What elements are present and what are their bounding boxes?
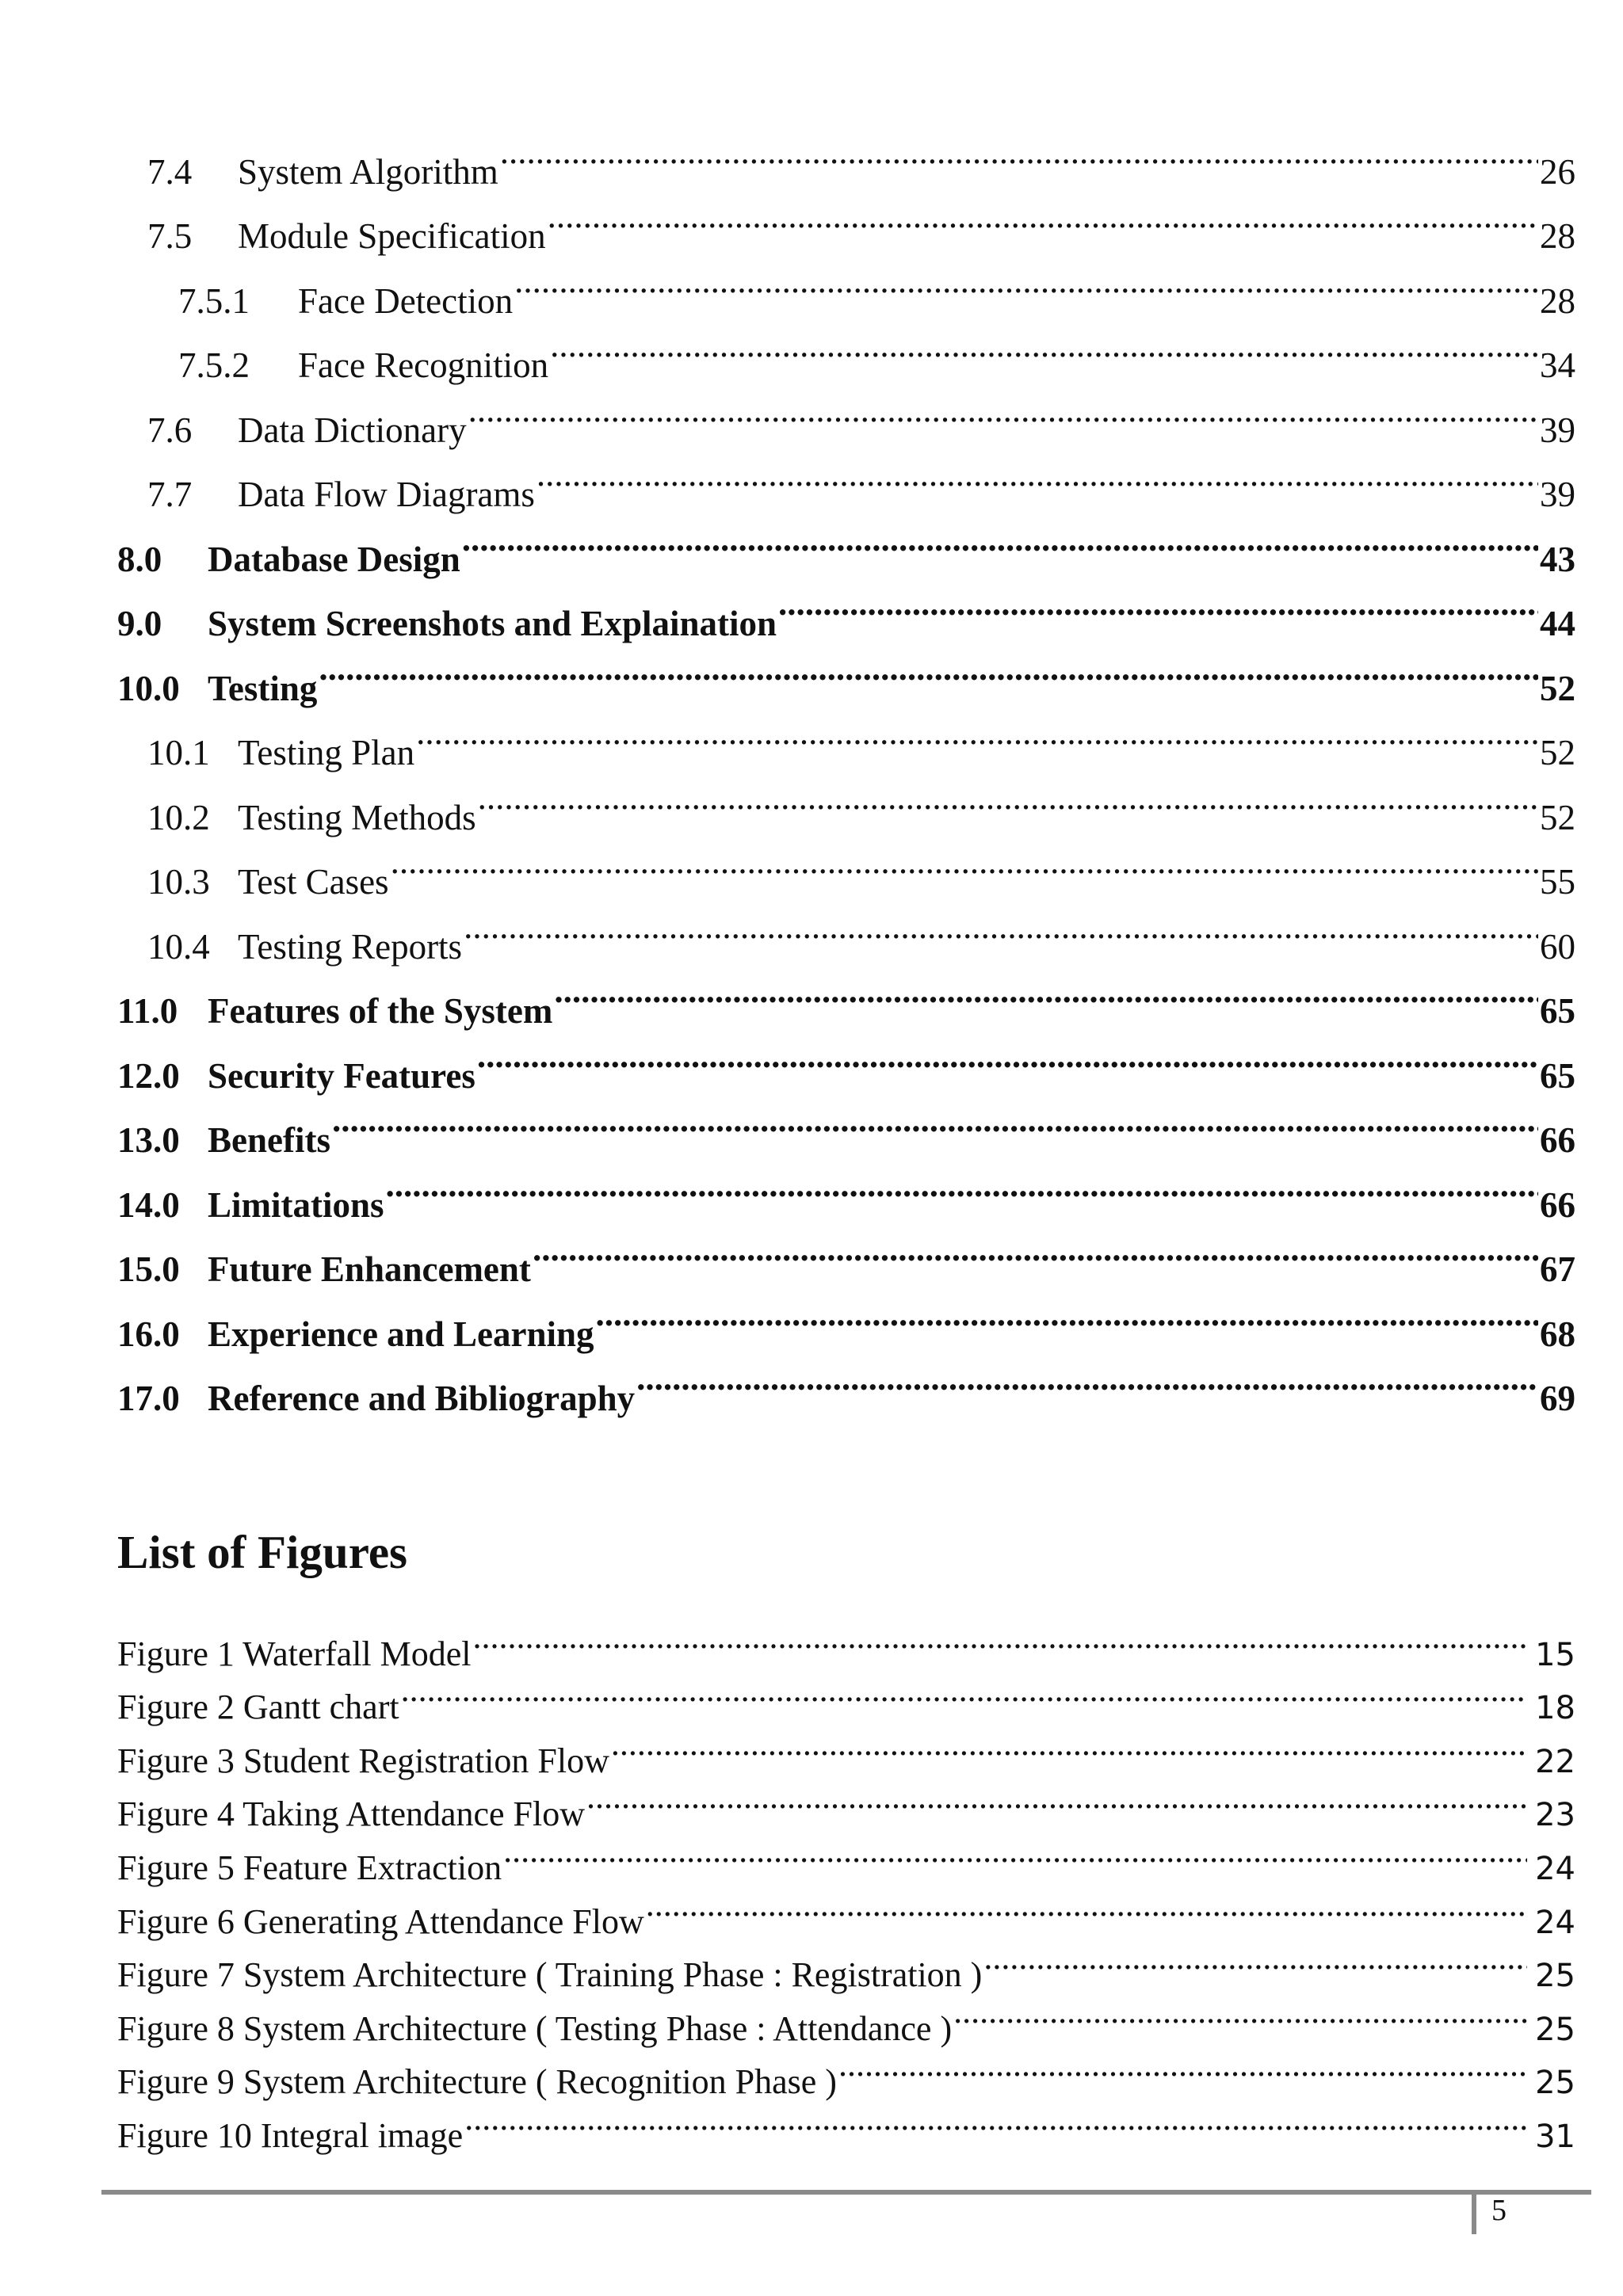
toc-entry-number: 10.1: [147, 733, 210, 772]
dot-leader: [503, 1825, 1527, 1879]
toc-entry-number: 7.5: [147, 216, 193, 256]
toc-entry-title: Test Cases: [238, 862, 389, 902]
toc-entry-number: 16.0: [117, 1314, 180, 1354]
toc-entry-page: 60: [1540, 926, 1575, 967]
toc-entry-number: 8.0: [117, 539, 162, 579]
dot-leader: [636, 1346, 1538, 1411]
toc-entry-number: 9.0: [117, 604, 162, 643]
toc-entry-title: Benefits: [208, 1120, 330, 1160]
list-of-figures: [117, 1611, 1575, 2155]
dot-leader: [464, 894, 1538, 959]
toc-entry-page: 65: [1540, 1055, 1575, 1096]
figure-entry-title: Figure 1 Waterfall Model: [117, 1634, 472, 1673]
toc-entry-page: 69: [1540, 1379, 1575, 1418]
dot-leader: [537, 442, 1538, 507]
dot-leader: [533, 1217, 1538, 1282]
list-of-figures-heading: List of Figures: [117, 1526, 408, 1578]
toc-entry[interactable]: [117, 1152, 1575, 1225]
dot-leader: [953, 1986, 1527, 2040]
toc-entry-title: Reference and Bibliography: [208, 1379, 636, 1418]
figure-entry-title: Figure 6 Generating Attendance Flow: [117, 1901, 644, 1941]
figure-entry-page: 25: [1535, 1958, 1575, 1995]
table-of-contents: [117, 119, 1575, 1418]
toc-entry-title: Limitations: [208, 1184, 384, 1225]
figure-entry-page: 18: [1535, 1690, 1575, 1727]
toc-entry-title: Security Features: [208, 1055, 475, 1096]
dot-leader: [319, 635, 1538, 700]
dot-leader: [478, 765, 1538, 830]
toc-entry-number: 10.3: [147, 862, 210, 902]
figure-entry-page: 25: [1535, 2065, 1575, 2102]
figure-entry-page: 24: [1535, 1904, 1575, 1941]
figure-entry-page: 22: [1535, 1743, 1575, 1780]
figure-entry-title: Figure 7 System Architecture ( Training Phase : Registration ): [117, 1955, 983, 1995]
dot-leader: [332, 1088, 1538, 1153]
toc-entry-page: 65: [1540, 991, 1575, 1031]
toc-entry-page: 28: [1540, 216, 1575, 256]
figure-entry-title: Figure 2 Gantt chart: [117, 1688, 399, 1727]
toc-entry-page: 55: [1540, 862, 1575, 902]
footer-rule: [101, 2190, 1591, 2195]
toc-entry-title: System Screenshots and Explaination: [208, 604, 777, 643]
toc-entry-page: 34: [1540, 345, 1575, 385]
page-number: 5: [1491, 2194, 1507, 2227]
toc-entry-number: 10.0: [117, 668, 180, 708]
toc-entry-title: Face Detection: [298, 280, 514, 321]
dot-leader: [386, 1152, 1538, 1217]
toc-entry[interactable]: [117, 1088, 1575, 1160]
toc-entry-title: System Algorithm: [238, 151, 498, 192]
figure-entry-page: 23: [1535, 1797, 1575, 1834]
figure-entry-page: 15: [1535, 1636, 1575, 1673]
toc-entry-page: 66: [1540, 1120, 1575, 1160]
toc-entry-number: 7.6: [147, 410, 193, 450]
toc-entry-page: 68: [1540, 1314, 1575, 1354]
figure-entry-page: 24: [1535, 1850, 1575, 1887]
toc-entry-title: Data Dictionary: [238, 410, 467, 450]
toc-entry-title: Face Recognition: [298, 345, 549, 385]
dot-leader: [473, 1611, 1528, 1665]
toc-entry[interactable]: [117, 700, 1575, 772]
dot-leader: [838, 2040, 1527, 2094]
figure-entry-title: Figure 10 Integral image: [117, 2115, 464, 2155]
toc-entry[interactable]: [117, 635, 1575, 708]
toc-entry-title: Testing: [208, 668, 318, 708]
toc-entry-page: 26: [1540, 151, 1575, 192]
toc-entry-title: Testing Methods: [238, 797, 476, 837]
toc-entry-title: Features of the System: [208, 991, 553, 1031]
toc-entry-title: Data Flow Diagrams: [238, 475, 535, 514]
dot-leader: [464, 2093, 1527, 2147]
toc-entry-number: 7.4: [147, 151, 193, 192]
toc-entry-number: 17.0: [117, 1379, 180, 1418]
toc-entry-number: 11.0: [117, 991, 178, 1031]
toc-entry-page: 52: [1540, 797, 1575, 837]
toc-entry-title: Module Specification: [238, 216, 546, 256]
dot-leader: [477, 1023, 1538, 1088]
toc-entry-title: Future Enhancement: [208, 1249, 531, 1289]
dot-leader: [391, 830, 1538, 894]
figure-entry-title: Figure 9 System Architecture ( Recognition Phase ): [117, 2062, 837, 2102]
toc-entry-page: 52: [1540, 668, 1575, 708]
toc-entry-number: 10.2: [147, 797, 210, 837]
toc-entry-number: 14.0: [117, 1184, 180, 1225]
dot-leader: [596, 1281, 1538, 1346]
figure-entry-title: Figure 3 Student Registration Flow: [117, 1741, 609, 1780]
dot-leader: [554, 959, 1538, 1024]
dot-leader: [778, 571, 1538, 636]
dot-leader: [500, 119, 1538, 184]
toc-entry-page: 43: [1540, 539, 1575, 579]
toc-entry-title: Testing Plan: [238, 733, 415, 772]
toc-entry-page: 28: [1540, 280, 1575, 321]
toc-entry-page: 39: [1540, 410, 1575, 450]
toc-entry-title: Experience and Learning: [208, 1314, 594, 1354]
dot-leader: [646, 1879, 1527, 1933]
dot-leader: [462, 506, 1538, 571]
dot-leader: [514, 248, 1538, 313]
dot-leader: [401, 1665, 1528, 1719]
toc-entry-page: 44: [1540, 604, 1575, 643]
toc-entry-page: 66: [1540, 1184, 1575, 1225]
figure-entry-title: Figure 4 Taking Attendance Flow: [117, 1794, 586, 1834]
toc-entry-number: 13.0: [117, 1120, 180, 1160]
dot-leader: [550, 313, 1538, 378]
dot-leader: [416, 700, 1538, 765]
toc-entry[interactable]: [117, 119, 1575, 192]
dot-leader: [548, 184, 1538, 249]
toc-entry-page: 67: [1540, 1249, 1575, 1289]
toc-entry-number: 12.0: [117, 1055, 180, 1096]
figure-entry-page: 31: [1535, 2118, 1575, 2155]
dot-leader: [611, 1718, 1527, 1772]
figure-entry[interactable]: [117, 1611, 1575, 1673]
toc-entry-page: 52: [1540, 733, 1575, 772]
toc-entry-title: Database Design: [208, 539, 460, 579]
footer-tick: [1472, 2195, 1476, 2234]
toc-entry-number: 15.0: [117, 1249, 180, 1289]
toc-entry-title: Testing Reports: [238, 926, 463, 967]
dot-leader: [468, 377, 1538, 442]
toc-entry-number: 7.5.2: [178, 345, 250, 385]
toc-entry-page: 39: [1540, 475, 1575, 514]
dot-leader: [983, 1933, 1527, 1987]
dot-leader: [586, 1772, 1527, 1826]
toc-entry-number: 10.4: [147, 926, 210, 967]
figure-entry-page: 25: [1535, 2011, 1575, 2048]
toc-entry-number: 7.7: [147, 475, 193, 514]
figure-entry-title: Figure 8 System Architecture ( Testing Phase : Attendance ): [117, 2008, 953, 2048]
toc-entry-number: 7.5.1: [178, 280, 250, 321]
figure-entry-title: Figure 5 Feature Extraction: [117, 1848, 502, 1887]
